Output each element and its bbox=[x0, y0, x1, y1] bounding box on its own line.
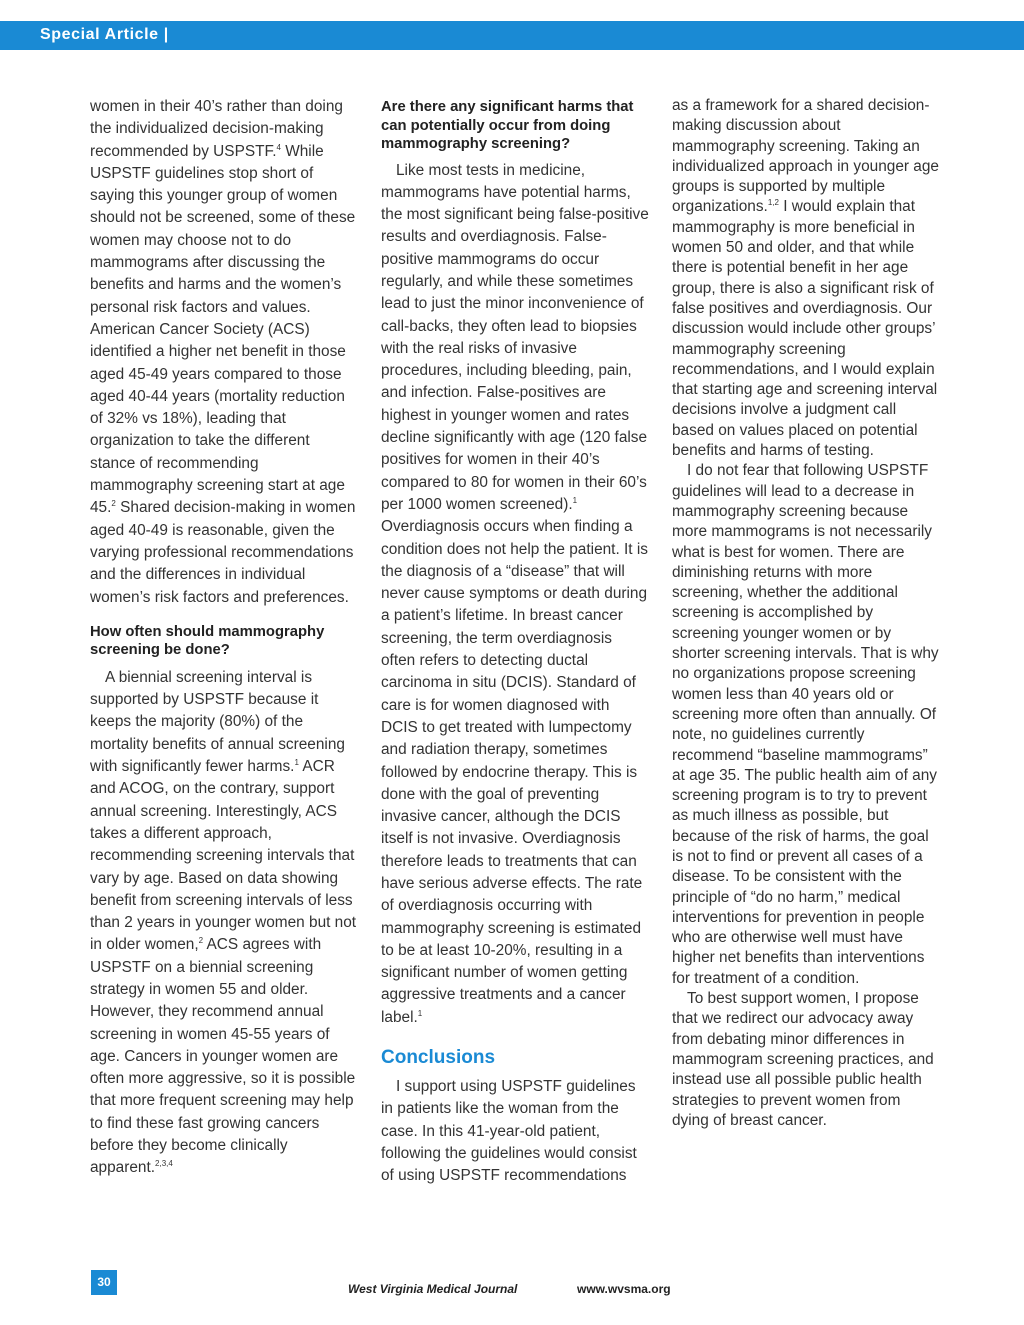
footer-url: www.wvsma.org bbox=[577, 1282, 671, 1296]
section-heading-harms: Are there any significant harms that can potentially occur from doing mammography screening? bbox=[381, 99, 634, 152]
citation: 1,2 bbox=[767, 198, 779, 208]
paragraph: I support using USPSTF guidelines in patients like the woman from the case. In this 41-year-old patient, following the guidelines would consist of using USPSTF recommendations bbox=[381, 1078, 637, 1185]
section-heading-frequency: How often should mammography screening be done? bbox=[90, 623, 325, 659]
paragraph: as a framework for a shared decision-making discussion about mammography screening. Taking an individualized approach in younger age groups is supported by multiple organizations.$^{1,2}$ I would explain that mammography is more beneficial in women 50 and older, and that while there is potential benefit in her age group, there is also a significant risk of false positives and overdiagnosis. Our discussion would include other groups’ mammography screening recommendations, and I would explain that starting age and screening interval decisions involve a judgment call based on values placed on potential benefits and harms of testing. bbox=[672, 97, 939, 460]
column-1 bbox=[90, 96, 358, 1180]
paragraph: A biennial screening interval is supported by USPSTF because it keeps the majority (80%) of the mortality benefits of annual screening with significantly fewer harms.$^1$ ACR and ACOG, on the contrary, support annual screening. Interestingly, ACS takes a different approach, recommending screening intervals that vary by age. Based on data showing benefit from screening intervals of less than 2 years in younger women but not in older women,$^2$ ACS agrees with USPSTF on a biennial screening strategy in women 55 and older. However, they recommend annual screening in women 45-55 years of age. Cancers in younger women are often more aggressive, so it is possible that more frequent screening may help to find these fast growing cancers before they become clinically apparent.$^{2,3,4}$ bbox=[90, 668, 357, 1177]
column-2 bbox=[381, 96, 649, 1188]
paragraph: women in their 40’s rather than doing the individualized decision-making recommended by USPSTF.$^4$ While USPSTF guidelines stop short of saying this younger group of women should not be screened, some of these women may choose not to do mammograms after discussing the benefits and harms and the women’s personal risk factors and values. American Cancer Society (ACS) identified a higher net benefit in those aged 45-49 years compared to those aged 40-44 years (mortality reduction of 32% vs 18%), leading that organization to take the different stance of recommending mammography screening start at age 45.$^2$ Shared decision-making in women aged 40-49 is reasonable, given the varying professional recommendations and the differences in individual women’s risk factors and preferences. bbox=[90, 98, 356, 606]
citation: 2 bbox=[111, 499, 116, 509]
citation: 1 bbox=[294, 758, 299, 768]
footer-journal-name: West Virginia Medical Journal bbox=[348, 1282, 518, 1296]
citation: 4 bbox=[276, 142, 281, 152]
citation: 2 bbox=[198, 936, 204, 946]
citation: 2,3,4 bbox=[155, 1159, 173, 1169]
column-3 bbox=[672, 96, 940, 1131]
paragraph: Like most tests in medicine, mammograms have potential harms, the most significant being false-positive results and overdiagnosis. False-positive mammograms do occur regularly, and while these sometimes lead to just the minor inconvenience of call-backs, they often lead to biopsies with the real risks of invasive procedures, including bleeding, pain, and infection. False-positives are highest in younger women and rates decline significantly with age (120 false positives for women in their 40’s compared to 80 for women in their 60’s per 1000 women screened).$^1$ Overdiagnosis occurs when finding a condition does not help the patient. It is the diagnosis of a “disease” that will never cause symptoms or death during a patient’s lifetime. In breast cancer screening, the term overdiagnosis often refers to detecting ductal carcinoma in situ (DCIS). Standard of care is for women diagnosed with DCIS to get treated with lumpectomy and radiation therapy, sometimes followed by endocrine therapy. This is done with the goal of preventing invasive cancer, although the DCIS itself is not invasive. Overdiagnosis therefore leads to treatments that can have serious adverse effects. The rate of overdiagnosis occurring with mammography screening is estimated to be at least 10-20%, resulting in a significant number of women getting aggressive treatments and a cancer label.$^1$ bbox=[381, 161, 649, 1026]
paragraph: To best support women, I propose that we redirect our advocacy away from debating minor differences in mammogram screening practices, and instead use all possible public health strategies to prevent women from dying of breast cancer. bbox=[672, 990, 934, 1129]
page-number: 30 bbox=[91, 1270, 117, 1295]
citation: 1 bbox=[572, 495, 578, 505]
section-label: Special Article | bbox=[40, 26, 169, 43]
section-heading-conclusions: Conclusions bbox=[381, 1047, 496, 1069]
paragraph: I do not fear that following USPSTF guidelines will lead to a decrease in mammography screening because more mammograms is not necessarily what is best for women. There are diminishing returns with more screening, whether the additional screening is accomplished by screening younger women or by shorter screening intervals. That is why no organizations propose screening women less than 40 years old or screening more often than annually. Of note, no guidelines currently recommend “baseline mammograms” at age 35. The public health aim of any screening program is to try to prevent as much illness as possible, but because of the risk of harms, the goal is not to find or prevent all cases of a disease. To be consistent with the principle of “do no harm,” medical interventions for prevention in people who are otherwise well must have higher net benefits than interventions for treatment of a condition. bbox=[672, 462, 939, 987]
citation: 1 bbox=[417, 1008, 423, 1018]
header-bar bbox=[0, 21, 1024, 50]
